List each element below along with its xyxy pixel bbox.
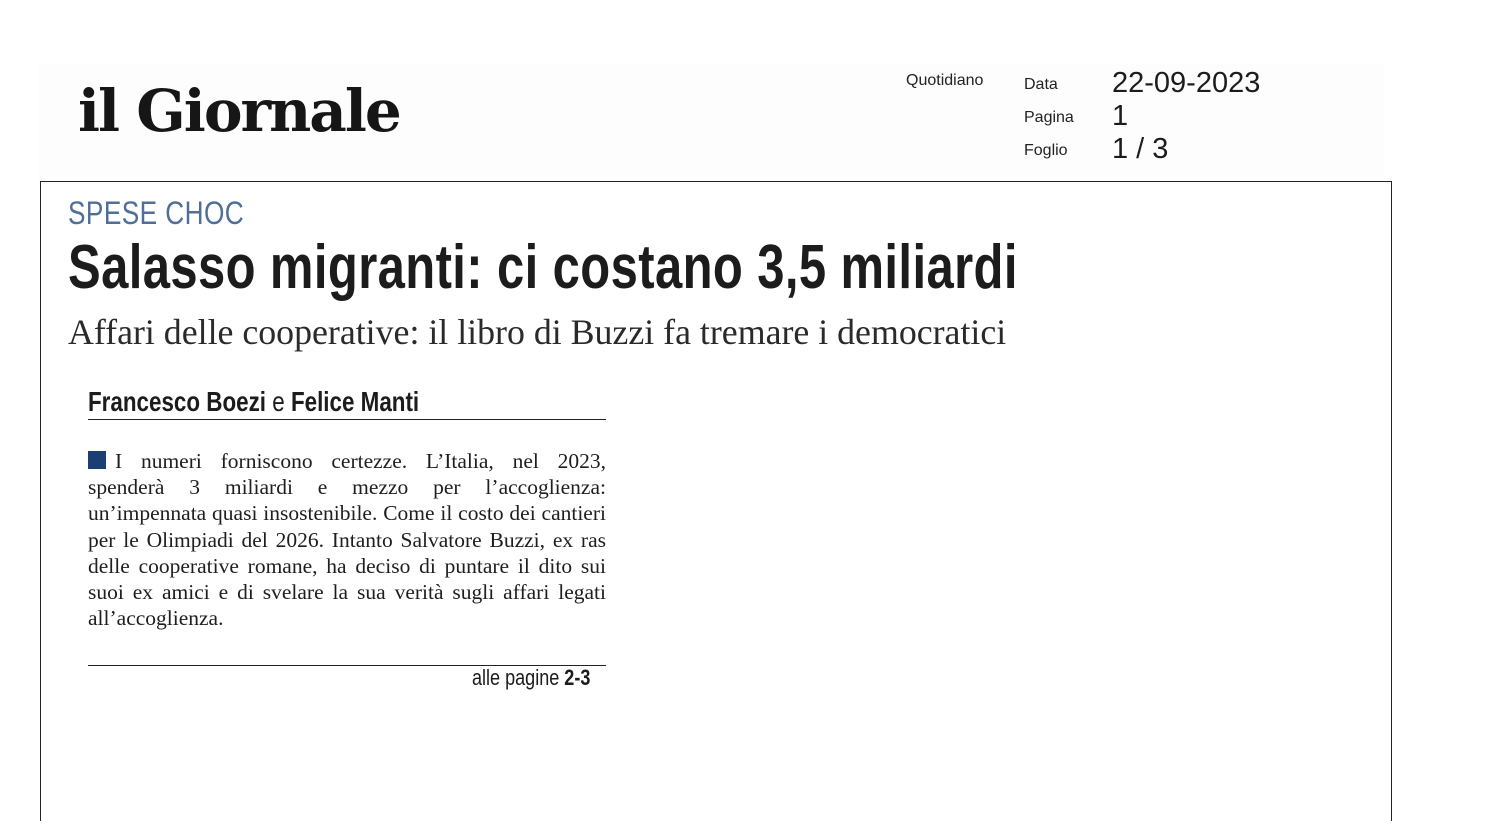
page-reference	[472, 665, 603, 691]
date-value: 22-09-2023	[1112, 67, 1261, 99]
page-reference-prefix: alle pagine	[472, 665, 560, 690]
byline-rule	[88, 419, 606, 420]
article-body-text: I numeri forniscono certezze. L’Italia, nel 2023, spenderà 3 miliardi e mezzo per l’accoglienza: un’impennata quasi insostenibile. Come il costo dei cantieri per le Olimpiadi del 2026. Intanto Salvatore Buzzi, ex ras delle cooperative romane, ha deciso di puntare il dito sui suoi ex amici e di svelare la sua verità sugli affari legati all’accoglienza.	[88, 449, 606, 631]
article-headline: Salasso migranti: ci costano 3,5 miliardi	[68, 233, 1018, 302]
author-name: Felice Manti	[290, 386, 420, 417]
lead-square-icon	[88, 451, 106, 469]
page-reference-pages: 2-3	[564, 665, 591, 690]
article-subhead: Affari delle cooperative: il libro di Buzzi fa tremare i democratici	[68, 312, 1007, 352]
sheet-value: 1 / 3	[1112, 133, 1169, 165]
author-name: Francesco Boezi	[88, 386, 267, 417]
page-label: Pagina	[1024, 109, 1074, 126]
newspaper-logo: il Giornale	[78, 77, 400, 145]
page-value: 1	[1112, 100, 1129, 132]
article-kicker: SPESE CHOC	[68, 195, 245, 231]
date-label: Data	[1024, 76, 1058, 93]
byline-conjunction: e	[272, 386, 285, 417]
sheet-label: Foglio	[1024, 142, 1068, 159]
article-body	[88, 448, 606, 631]
publication-type: Quotidiano	[906, 72, 984, 89]
article-byline	[88, 386, 419, 418]
